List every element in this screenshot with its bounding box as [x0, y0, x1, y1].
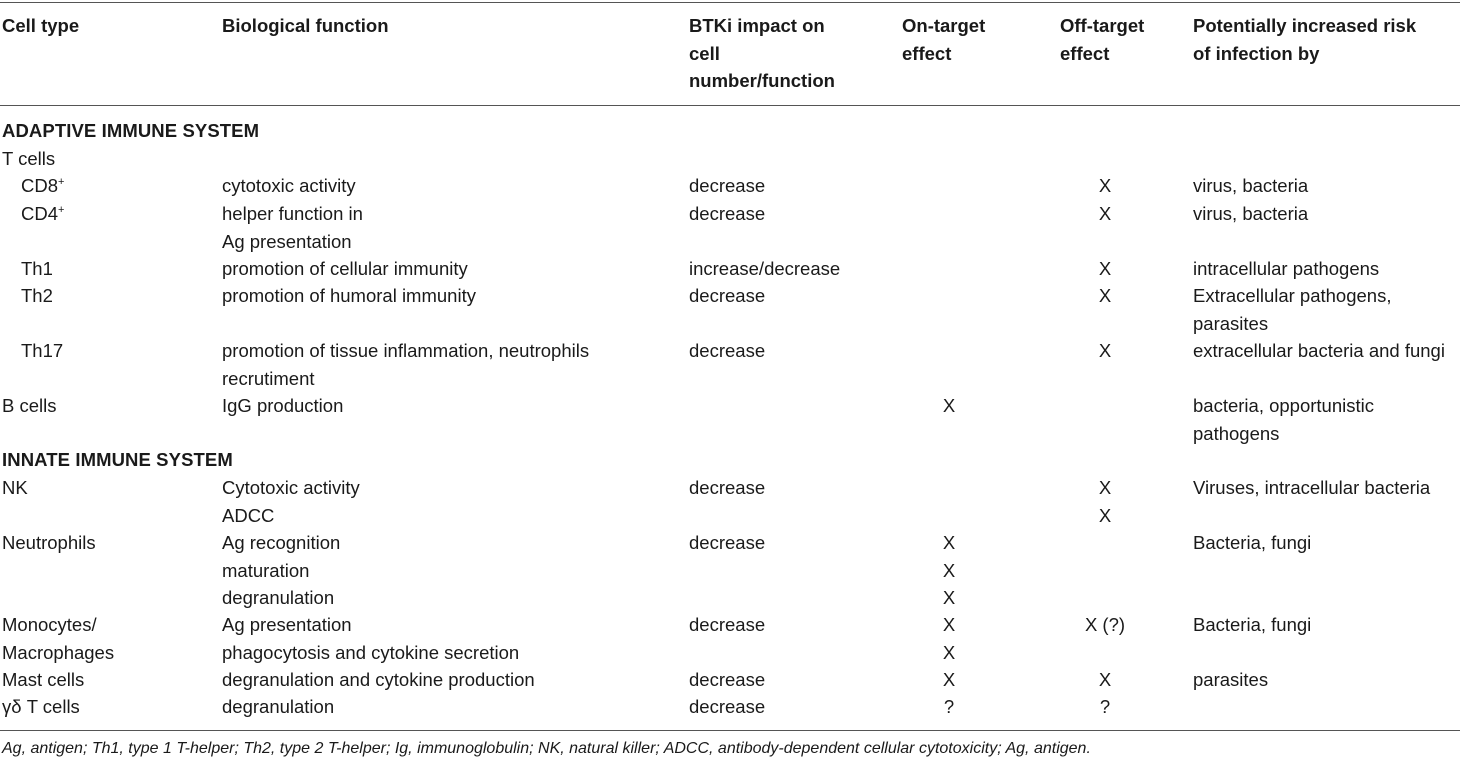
row-nk-risk: Viruses, intracellular bacteria	[1193, 477, 1431, 498]
function-line: promotion of tissue inflammation, neutrophils	[222, 340, 590, 361]
row-monocytes-function	[222, 611, 519, 666]
row-th1-risk: intracellular pathogens	[1193, 258, 1380, 279]
risk-line: pathogens	[1193, 422, 1280, 444]
row-monocytes-risk: Bacteria, fungi	[1193, 614, 1312, 635]
function-line: helper function in	[222, 203, 363, 224]
row-neutrophils-risk: Bacteria, fungi	[1193, 532, 1312, 553]
row-monocytes-on	[919, 611, 979, 666]
row-mast-off: X	[1098, 669, 1112, 690]
cell-line: Monocytes/	[2, 614, 97, 635]
cell-base: CD8	[21, 175, 59, 196]
on-mark: X	[942, 641, 956, 663]
row-th17-risk: extracellular bacteria and fungi	[1193, 340, 1445, 361]
row-monocytes-cell	[2, 611, 114, 666]
row-monocytes-impact: decrease	[689, 614, 766, 635]
row-mast-impact: decrease	[689, 669, 766, 690]
cell-sup: +	[58, 204, 65, 216]
row-nk-function	[222, 474, 360, 529]
row-cd8-risk: virus, bacteria	[1193, 175, 1309, 196]
function-line: phagocytosis and cytokine secretion	[222, 641, 520, 663]
section-adaptive: ADAPTIVE IMMUNE SYSTEM	[2, 120, 260, 141]
row-neutrophils-on	[919, 529, 979, 612]
row-th1-cell: Th1	[21, 258, 53, 279]
top-rule	[0, 2, 1460, 3]
row-bcells-cell: B cells	[2, 395, 57, 416]
row-mast-on: X	[942, 669, 956, 690]
function-line: Ag presentation	[222, 230, 352, 252]
row-cd4-off: X	[1098, 203, 1112, 224]
header-rule	[0, 105, 1460, 106]
row-neutrophils-cell: Neutrophils	[2, 532, 96, 553]
header-off-target-line: effect	[1060, 42, 1110, 64]
header-on-target	[902, 12, 985, 67]
on-mark: X	[942, 614, 956, 635]
on-mark: X	[942, 559, 956, 581]
row-cd4-cell	[21, 200, 64, 228]
header-risk-line: of infection by	[1193, 42, 1320, 64]
row-gd-function: degranulation	[222, 696, 335, 717]
row-bcells-function: IgG production	[222, 395, 344, 416]
row-th17-impact: decrease	[689, 340, 766, 361]
header-off-target-line: Off-target	[1060, 15, 1145, 36]
row-neutrophils-function	[222, 529, 340, 612]
row-monocytes-off: X (?)	[1084, 614, 1126, 635]
header-off-target	[1060, 12, 1144, 67]
row-gd-off: ?	[1099, 696, 1111, 717]
row-th2-off: X	[1098, 285, 1112, 306]
header-impact-line: cell	[689, 42, 720, 64]
header-on-target-line: On-target	[902, 15, 986, 36]
header-cell-type: Cell type	[2, 15, 80, 36]
row-mast-cell: Mast cells	[2, 669, 85, 690]
row-nk-off	[1075, 474, 1135, 529]
row-mast-function: degranulation and cytokine production	[222, 669, 535, 690]
header-function: Biological function	[222, 15, 389, 36]
row-th1-function: promotion of cellular immunity	[222, 258, 468, 279]
row-cd8-function: cytotoxic activity	[222, 175, 356, 196]
header-impact-line: BTKi impact on	[689, 15, 825, 36]
risk-line: Extracellular pathogens,	[1193, 285, 1392, 306]
risk-line: parasites	[1193, 312, 1269, 334]
function-line: maturation	[222, 559, 310, 581]
row-cd8-cell	[21, 172, 64, 200]
row-th2-risk	[1193, 282, 1391, 337]
row-cd8-impact: decrease	[689, 175, 766, 196]
function-line: recrutiment	[222, 367, 315, 389]
row-cd8-off: X	[1098, 175, 1112, 196]
row-bcells-risk	[1193, 392, 1374, 447]
row-gd-on: ?	[943, 696, 955, 717]
row-th17-off: X	[1098, 340, 1112, 361]
table-footnote: Ag, antigen; Th1, type 1 T-helper; Th2, type 2 T-helper; Ig, immunoglobulin; NK, natural killer; ADCC, antibody-dependent cellular cytotoxicity; Ag, antigen.	[2, 740, 1091, 757]
row-th17-cell: Th17	[21, 340, 64, 361]
row-th2-function: promotion of humoral immunity	[222, 285, 476, 306]
header-on-target-line: effect	[902, 42, 952, 64]
row-nk-cell: NK	[2, 477, 28, 498]
off-mark: X	[1098, 504, 1112, 526]
header-impact-line: number/function	[689, 70, 835, 91]
row-th17-function	[222, 337, 589, 392]
header-risk	[1193, 12, 1416, 67]
row-th1-off: X	[1098, 258, 1112, 279]
row-th2-cell: Th2	[21, 285, 53, 306]
row-cd4-risk: virus, bacteria	[1193, 203, 1309, 224]
function-line: degranulation	[222, 587, 335, 608]
on-mark: X	[942, 587, 956, 608]
section-innate: INNATE IMMUNE SYSTEM	[2, 449, 233, 470]
off-mark: X	[1098, 477, 1112, 498]
row-gd-impact: decrease	[689, 696, 766, 717]
function-line: Ag recognition	[222, 532, 341, 553]
row-tcells-cell: T cells	[2, 148, 56, 169]
function-line: Ag presentation	[222, 614, 352, 635]
row-cd4-function	[222, 200, 363, 255]
function-line: Cytotoxic activity	[222, 477, 360, 498]
cell-line: Macrophages	[2, 641, 115, 663]
row-bcells-on: X	[942, 395, 956, 416]
cell-base: CD4	[21, 203, 59, 224]
risk-line: bacteria, opportunistic	[1193, 395, 1374, 416]
row-mast-risk: parasites	[1193, 669, 1269, 690]
function-line: ADCC	[222, 504, 275, 526]
header-risk-line: Potentially increased risk	[1193, 15, 1417, 36]
row-th2-impact: decrease	[689, 285, 766, 306]
on-mark: X	[942, 532, 956, 553]
cell-sup: +	[58, 176, 65, 188]
row-gd-cell: γδ T cells	[2, 696, 80, 717]
bottom-rule	[0, 730, 1460, 731]
header-impact	[689, 12, 835, 95]
row-th1-impact: increase/decrease	[689, 258, 841, 279]
row-cd4-impact: decrease	[689, 203, 766, 224]
row-neutrophils-impact: decrease	[689, 532, 766, 553]
row-nk-impact: decrease	[689, 477, 766, 498]
